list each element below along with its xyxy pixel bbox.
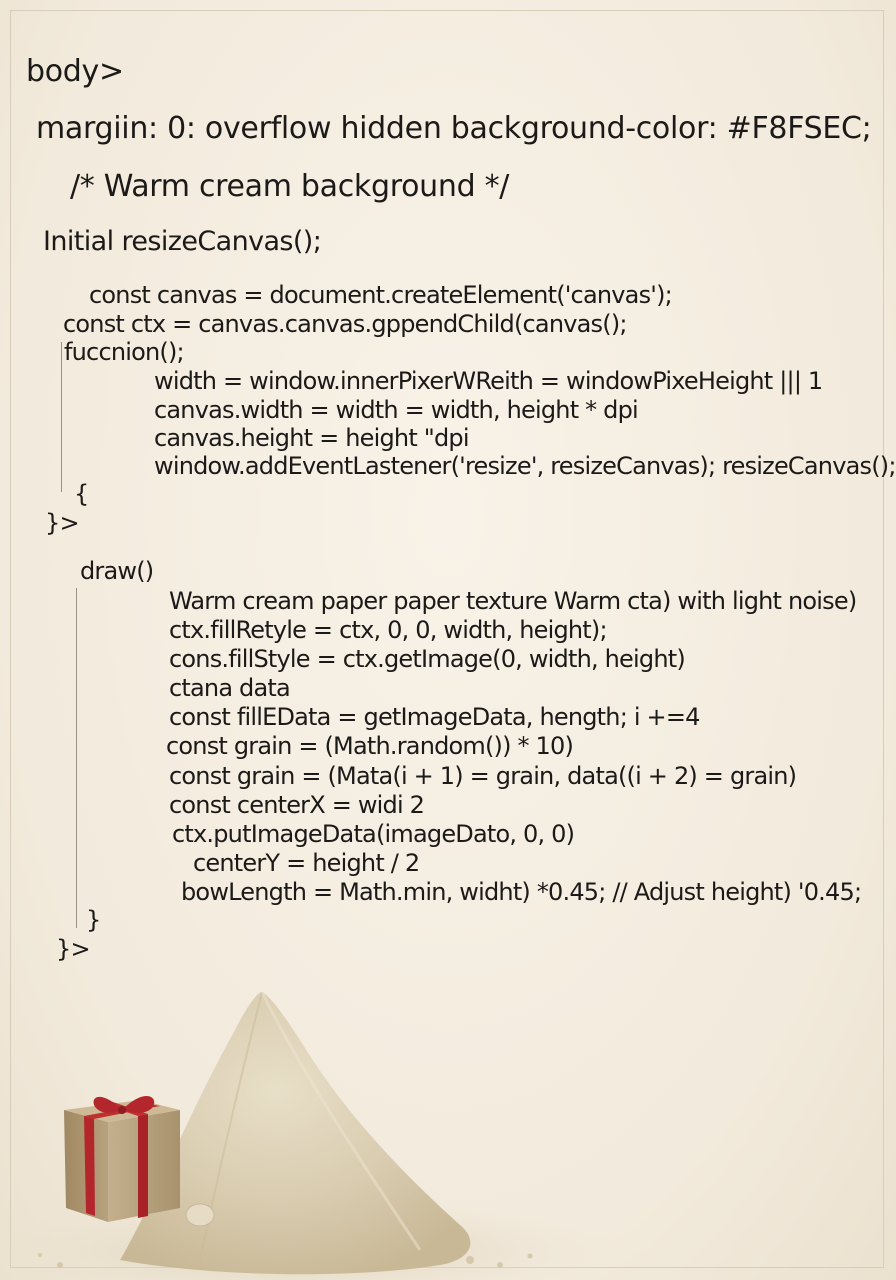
- code-line: ctana data: [169, 674, 290, 702]
- init-line: Initial resizeCanvas();: [43, 226, 322, 257]
- code-line: const centerX = widi 2: [169, 791, 425, 819]
- code-line: width = window.innerPixerWReith = windowPixeHeight ||| 1: [154, 367, 823, 395]
- ribbon: [138, 1114, 148, 1218]
- bow-knot: [118, 1106, 126, 1114]
- sand-grain: [466, 1256, 474, 1264]
- code-line: centerY = height / 2: [193, 849, 420, 877]
- body-tag-line: body>: [26, 54, 124, 89]
- code-line: canvas.width = width = width, height * dpi: [154, 396, 638, 424]
- sand-grain: [38, 1253, 42, 1257]
- gift-box: [64, 1096, 180, 1222]
- code-line: const fillEData = getImageData, hength; i +=4: [169, 703, 700, 731]
- code-line: }>: [56, 935, 90, 963]
- code-line: draw(): [80, 557, 154, 585]
- code-line: bowLength = Math.min, widht) *0.45; // Adjust height) '0.45;: [181, 878, 862, 906]
- code-line: cons.fillStyle = ctx.getImage(0, width, height): [169, 645, 685, 673]
- code-line: ctx.putImageData(imageDato, 0, 0): [172, 820, 575, 848]
- code-line: }: [86, 906, 101, 934]
- code-line: }>: [45, 509, 79, 537]
- sand-pebble: [186, 1204, 214, 1226]
- sand-grain: [528, 1254, 533, 1259]
- comment-line: /* Warm cream background */: [70, 169, 510, 204]
- sand-and-gift-illustration: [0, 960, 896, 1280]
- sand-grain: [57, 1262, 63, 1268]
- code-line: Warm cream paper paper texture Warm cta) with light noise): [169, 587, 857, 615]
- sand-grain: [497, 1262, 503, 1268]
- code-line: ctx.fillRetyle = ctx, 0, 0, width, height);: [169, 616, 607, 644]
- code-line: fuccnion();: [64, 338, 184, 366]
- resize-block-indent-guide: [61, 342, 62, 492]
- code-line: const ctx = canvas.canvas.gppendChild(canvas();: [63, 310, 627, 338]
- code-line: canvas.height = height "dpi: [154, 424, 469, 452]
- code-line: const canvas = document.createElement('canvas');: [89, 281, 672, 309]
- style-line: margiin: 0: overflow hidden background-color: #F8FSEC;: [36, 111, 872, 146]
- draw-block-indent-guide: [76, 588, 77, 928]
- code-line: const grain = (Mata(i + 1) = grain, data((i + 2) = grain): [169, 762, 797, 790]
- code-line: window.addEventLastener('resize', resizeCanvas); resizeCanvas();: [154, 452, 896, 480]
- code-line: const grain = (Math.random()) * 10): [166, 732, 574, 760]
- code-line: {: [74, 480, 89, 508]
